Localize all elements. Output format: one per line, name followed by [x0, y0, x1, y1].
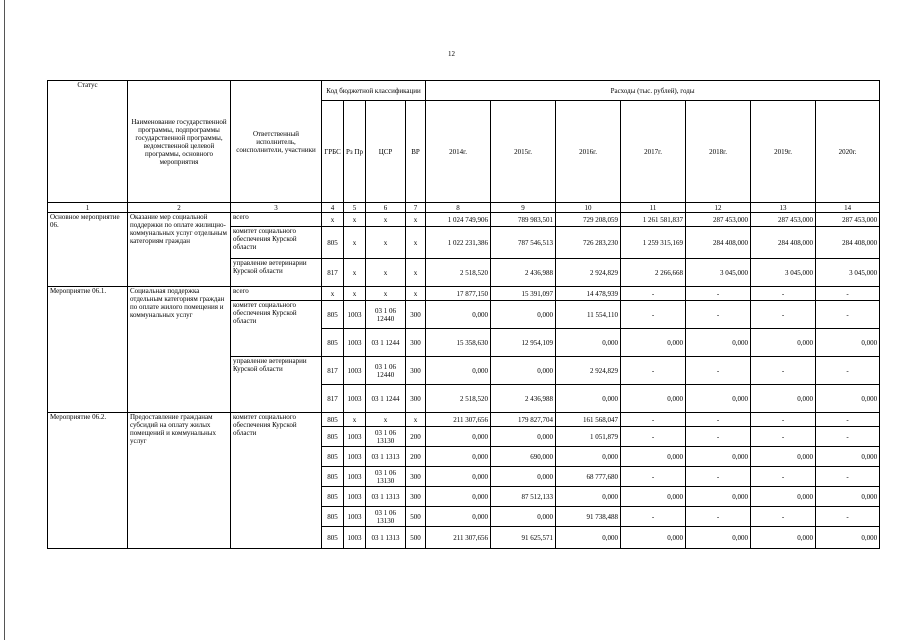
row-value: 91 625,571	[491, 527, 556, 549]
row-value: 0,000	[491, 301, 556, 329]
row-csr: x	[366, 213, 406, 227]
row-value: 0,000	[751, 527, 816, 549]
row-executor: комитет социального обеспечения Курской области	[231, 227, 322, 259]
row-value: -	[816, 301, 880, 329]
row-value: 1 261 581,837	[621, 213, 686, 227]
row-value: -	[686, 467, 751, 487]
row-vr: 500	[406, 507, 426, 527]
row-value: 0,000	[491, 507, 556, 527]
header-executor: Ответственный исполнитель, соисполнители, участники	[231, 81, 322, 203]
row-value: 0,000	[816, 527, 880, 549]
row-csr: 03 1 06 12440	[366, 301, 406, 329]
row-csr: 03 1 06 12440	[366, 357, 406, 385]
row-value: 0,000	[621, 487, 686, 507]
row-value: 11 554,110	[556, 301, 621, 329]
column-number: 1	[48, 203, 128, 213]
row-value: 1 022 231,386	[426, 227, 491, 259]
row-vr: x	[406, 213, 426, 227]
row-value: -	[751, 413, 816, 427]
header-grbs: ГРБС	[322, 101, 344, 203]
row-vr: 300	[406, 385, 426, 413]
row-value: -	[751, 427, 816, 447]
row-executor: всего	[231, 213, 322, 227]
row-value: -	[751, 301, 816, 329]
row-value: 3 045,000	[751, 259, 816, 287]
row-vr: 200	[406, 427, 426, 447]
row-value: 3 045,000	[686, 259, 751, 287]
row-value: 0,000	[426, 427, 491, 447]
row-value: 0,000	[491, 357, 556, 385]
row-value: 0,000	[751, 447, 816, 467]
row-rzpr: 1003	[344, 447, 366, 467]
row-value: 0,000	[426, 301, 491, 329]
row-value: -	[686, 413, 751, 427]
row-rzpr: 1003	[344, 427, 366, 447]
row-value: 17 877,150	[426, 287, 491, 301]
row-value: 14 478,939	[556, 287, 621, 301]
row-value: -	[621, 357, 686, 385]
row-grbs: 805	[322, 487, 344, 507]
row-vr: 300	[406, 357, 426, 385]
header-year: 2014г.	[426, 101, 491, 203]
row-rzpr: 1003	[344, 357, 366, 385]
column-number: 13	[751, 203, 816, 213]
row-value: 0,000	[426, 467, 491, 487]
row-value: -	[686, 301, 751, 329]
row-rzpr: x	[344, 287, 366, 301]
row-value: -	[816, 427, 880, 447]
row-vr: x	[406, 413, 426, 427]
row-grbs: 805	[322, 527, 344, 549]
row-value: -	[621, 413, 686, 427]
row-grbs: 805	[322, 467, 344, 487]
row-rzpr: 1003	[344, 385, 366, 413]
row-value: -	[621, 467, 686, 487]
row-value: 15 358,630	[426, 329, 491, 357]
row-value: 789 983,501	[491, 213, 556, 227]
row-csr: 03 1 1313	[366, 527, 406, 549]
table-row	[48, 413, 880, 427]
row-executor: всего	[231, 287, 322, 301]
row-value: 729 208,059	[556, 213, 621, 227]
row-value: 211 307,656	[426, 413, 491, 427]
row-value: 0,000	[556, 385, 621, 413]
row-value: 0,000	[686, 329, 751, 357]
row-name: Оказание мер социальной поддержки по оплате жилищно-коммунальных услуг отдельным категориям граждан	[128, 213, 231, 287]
row-value: 287 453,000	[816, 213, 880, 227]
column-number: 14	[816, 203, 880, 213]
row-value: 0,000	[556, 329, 621, 357]
row-value: -	[621, 507, 686, 527]
row-vr: 300	[406, 467, 426, 487]
row-executor: комитет социального обеспечения Курской области	[231, 301, 322, 357]
column-number-row	[48, 203, 880, 213]
row-value: 12 954,109	[491, 329, 556, 357]
row-value: 2 518,520	[426, 259, 491, 287]
page-edge-line	[4, 0, 5, 640]
row-grbs: x	[322, 213, 344, 227]
row-grbs: 805	[322, 227, 344, 259]
row-rzpr: 1003	[344, 467, 366, 487]
row-executor: управление ветеринарии Курской области	[231, 259, 322, 287]
row-vr: 300	[406, 301, 426, 329]
row-value: 0,000	[556, 527, 621, 549]
column-number: 5	[344, 203, 366, 213]
row-grbs: 805	[322, 301, 344, 329]
row-value: 0,000	[621, 447, 686, 467]
row-value: -	[816, 507, 880, 527]
header-name: Наименование государственной программы, подпрограммы государственной программы, ведомственной целевой программы, основного мероприятия	[128, 81, 231, 203]
column-number: 10	[556, 203, 621, 213]
column-number: 4	[322, 203, 344, 213]
row-value: 0,000	[491, 427, 556, 447]
row-value: -	[621, 301, 686, 329]
row-value: -	[751, 507, 816, 527]
column-number: 6	[366, 203, 406, 213]
row-value: -	[686, 287, 751, 301]
row-value: -	[621, 427, 686, 447]
row-csr: 03 1 06 13130	[366, 467, 406, 487]
row-value: 0,000	[686, 385, 751, 413]
row-grbs: 805	[322, 507, 344, 527]
budget-table	[47, 80, 880, 549]
row-value: 287 453,000	[686, 213, 751, 227]
column-number: 11	[621, 203, 686, 213]
row-value: 3 045,000	[816, 259, 880, 287]
row-value: -	[816, 467, 880, 487]
row-value: -	[816, 357, 880, 385]
row-rzpr: 1003	[344, 301, 366, 329]
row-grbs: 805	[322, 413, 344, 427]
page-number: 12	[448, 50, 455, 58]
row-rzpr: 1003	[344, 329, 366, 357]
row-value: 0,000	[621, 385, 686, 413]
row-value: 0,000	[491, 467, 556, 487]
row-rzpr: 1003	[344, 527, 366, 549]
row-value: 726 283,230	[556, 227, 621, 259]
row-value: 0,000	[686, 487, 751, 507]
header-year: 2016г.	[556, 101, 621, 203]
row-rzpr: 1003	[344, 487, 366, 507]
row-grbs: 805	[322, 329, 344, 357]
row-grbs: 817	[322, 357, 344, 385]
row-vr: 500	[406, 527, 426, 549]
row-value: 87 512,133	[491, 487, 556, 507]
row-grbs: 817	[322, 259, 344, 287]
row-rzpr: 1003	[344, 507, 366, 527]
row-value: 1 024 749,906	[426, 213, 491, 227]
row-status: Основное мероприятие 06.	[48, 213, 128, 287]
row-csr: 03 1 1313	[366, 487, 406, 507]
row-value: -	[751, 467, 816, 487]
row-csr: 03 1 06 13130	[366, 427, 406, 447]
row-value: 284 408,000	[686, 227, 751, 259]
row-value: 2 924,829	[556, 357, 621, 385]
header-year: 2017г.	[621, 101, 686, 203]
row-value: 287 453,000	[751, 213, 816, 227]
column-number: 7	[406, 203, 426, 213]
row-value: 284 408,000	[751, 227, 816, 259]
row-csr: 03 1 1244	[366, 385, 406, 413]
row-value: -	[686, 357, 751, 385]
row-grbs: 817	[322, 385, 344, 413]
row-vr: x	[406, 227, 426, 259]
table-row	[48, 287, 880, 301]
row-value: 0,000	[751, 329, 816, 357]
row-value: 2 518,520	[426, 385, 491, 413]
row-value: 690,000	[491, 447, 556, 467]
row-value: 161 568,047	[556, 413, 621, 427]
row-value: 0,000	[686, 527, 751, 549]
row-value: -	[751, 357, 816, 385]
row-value: 0,000	[816, 329, 880, 357]
row-value: 1 051,879	[556, 427, 621, 447]
row-value: 0,000	[426, 447, 491, 467]
row-executor: комитет социального обеспечения Курской области	[231, 413, 322, 549]
row-value: 0,000	[621, 527, 686, 549]
row-value: 284 408,000	[816, 227, 880, 259]
row-value: 91 738,488	[556, 507, 621, 527]
row-value: -	[751, 287, 816, 301]
row-value: 211 307,656	[426, 527, 491, 549]
header-year: 2015г.	[491, 101, 556, 203]
row-grbs: 805	[322, 447, 344, 467]
row-csr: 03 1 1244	[366, 329, 406, 357]
row-rzpr: x	[344, 213, 366, 227]
row-value: -	[621, 287, 686, 301]
row-value: -	[686, 427, 751, 447]
row-grbs: x	[322, 287, 344, 301]
row-value: 2 266,668	[621, 259, 686, 287]
header-status: Статус	[48, 81, 128, 203]
row-vr: 300	[406, 487, 426, 507]
header-csr: ЦСР	[366, 101, 406, 203]
row-value: 787 546,513	[491, 227, 556, 259]
row-value: -	[816, 413, 880, 427]
row-value: 0,000	[686, 447, 751, 467]
row-rzpr: x	[344, 227, 366, 259]
column-number: 9	[491, 203, 556, 213]
header-rzpr: Рз Пр	[344, 101, 366, 203]
row-value: 0,000	[816, 487, 880, 507]
row-value: 179 827,704	[491, 413, 556, 427]
row-vr: 200	[406, 447, 426, 467]
row-value: 2 436,988	[491, 259, 556, 287]
row-vr: 300	[406, 329, 426, 357]
row-value: 15 391,097	[491, 287, 556, 301]
header-vr: ВР	[406, 101, 426, 203]
row-csr: 03 1 1313	[366, 447, 406, 467]
row-rzpr: x	[344, 259, 366, 287]
row-value: 1 259 315,169	[621, 227, 686, 259]
row-grbs: 805	[322, 427, 344, 447]
row-csr: x	[366, 287, 406, 301]
table-row	[48, 213, 880, 227]
row-value: 68 777,680	[556, 467, 621, 487]
header-year: 2020г.	[816, 101, 880, 203]
row-name: Предоставление гражданам субсидий на оплату жилых помещений и коммунальных услуг	[128, 413, 231, 549]
column-number: 3	[231, 203, 322, 213]
row-executor: управление ветеринарии Курской области	[231, 357, 322, 413]
row-status: Мероприятие 06.1.	[48, 287, 128, 413]
row-status: Мероприятие 06.2.	[48, 413, 128, 549]
column-number: 8	[426, 203, 491, 213]
header-expenses: Расходы (тыс. рублей), годы	[426, 81, 880, 101]
column-number: 12	[686, 203, 751, 213]
header-budget-code: Код бюджетной классификации	[322, 81, 426, 101]
row-vr: x	[406, 259, 426, 287]
row-value: 0,000	[426, 357, 491, 385]
row-value: 0,000	[426, 487, 491, 507]
row-value: 0,000	[426, 507, 491, 527]
row-vr: x	[406, 287, 426, 301]
row-value: 0,000	[556, 447, 621, 467]
row-value: 0,000	[621, 329, 686, 357]
row-value: 0,000	[751, 385, 816, 413]
row-value: -	[816, 287, 880, 301]
header-year: 2018г.	[686, 101, 751, 203]
row-value: -	[686, 507, 751, 527]
row-csr: x	[366, 259, 406, 287]
row-value: 0,000	[816, 447, 880, 467]
row-value: 0,000	[751, 487, 816, 507]
header-year: 2019г.	[751, 101, 816, 203]
row-value: 2 436,988	[491, 385, 556, 413]
row-value: 2 924,829	[556, 259, 621, 287]
row-csr: 03 1 06 13130	[366, 507, 406, 527]
row-name: Социальная поддержка отдельным категориям граждан по оплате жилого помещения и коммунальных услуг	[128, 287, 231, 413]
row-value: 0,000	[816, 385, 880, 413]
row-rzpr: x	[344, 413, 366, 427]
row-value: 0,000	[556, 487, 621, 507]
row-csr: x	[366, 413, 406, 427]
row-csr: x	[366, 227, 406, 259]
column-number: 2	[128, 203, 231, 213]
